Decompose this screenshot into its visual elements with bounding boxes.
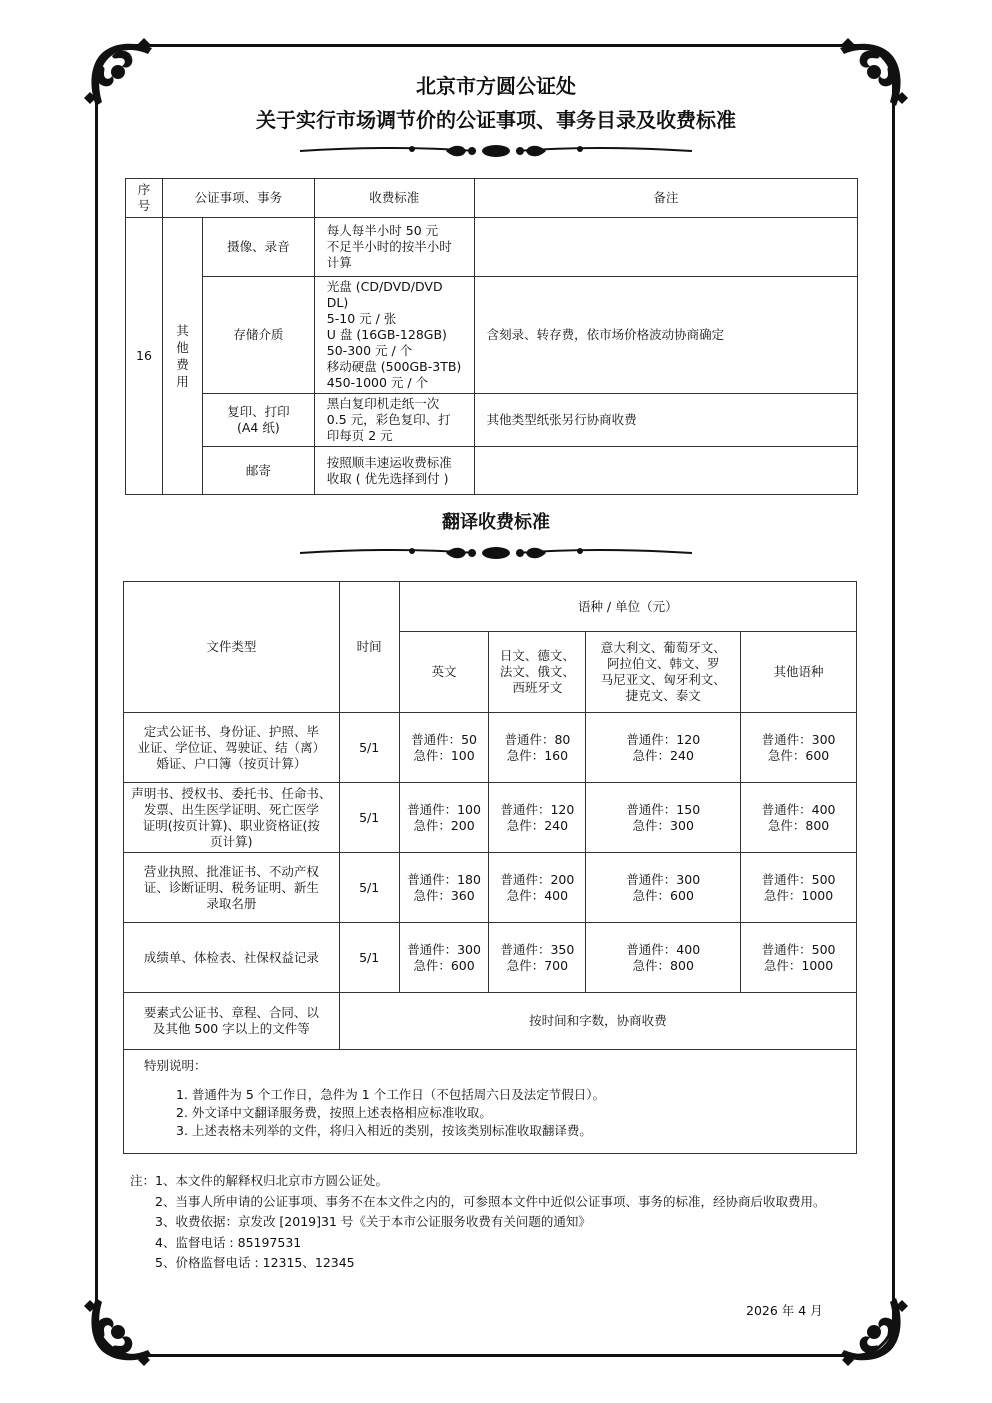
price-cell: 普通件：100 急件：200	[399, 783, 489, 853]
footnote-item: 注：1、本文件的解释权归北京市方圆公证处。	[130, 1173, 388, 1188]
fee-note	[474, 447, 857, 495]
item-name: 邮寄	[202, 447, 314, 495]
doc-type: 要素式公证书、章程、合同、以 及其他 500 字以上的文件等	[124, 993, 340, 1050]
price-cell: 普通件：80 急件：160	[489, 713, 586, 783]
negotiated-fee: 按时间和字数，协商收费	[339, 993, 856, 1050]
corner-ornament-icon	[82, 1290, 160, 1368]
footnote-item: 2、当事人所申请的公证事项、事务不在本文件之内的，可参照本文件中近似公证事项、事务的标准，经协商后收取费用。	[155, 1193, 826, 1209]
section-title: 翻译收费标准	[442, 512, 550, 533]
footnotes	[130, 1171, 825, 1274]
table-header: 收费标准	[314, 179, 474, 218]
fee-note	[474, 218, 857, 277]
fee-standard: 每人每半小时 50 元 不足半小时的按半小时 计算	[314, 218, 474, 277]
turnaround-time: 5/1	[339, 923, 399, 993]
footnote-item: 5、价格监督电话 : 12315、12345	[155, 1255, 355, 1271]
issue-date: 2026 年 4 月	[746, 1303, 823, 1318]
doc-type: 定式公证书、身份证、护照、毕 业证、学位证、驾驶证、结（离） 婚证、户口簿（按页计算）	[124, 713, 340, 783]
ornamental-divider-icon	[296, 141, 696, 161]
fee-standard: 黑白复印机走纸一次 0.5 元，彩色复印、打 印每页 2 元	[314, 394, 474, 447]
special-note-item: 1. 普通件为 5 个工作日，急件为 1 个工作日（不包括周六日及法定节假日）。	[176, 1087, 605, 1102]
table-header: 备注	[474, 179, 857, 218]
table-header: 时间	[339, 582, 399, 713]
table-header: 公证事项、事务	[162, 179, 314, 218]
group-number: 16	[126, 218, 163, 495]
group-name: 其 他 费 用	[162, 218, 202, 495]
fee-table	[125, 178, 858, 495]
table-header: 语种 / 单位（元）	[399, 582, 856, 632]
fee-standard: 光盘 (CD/DVD/DVD DL) 5-10 元 / 张 U 盘 (16GB-128GB) 50-300 元 / 个 移动硬盘 (500GB-3TB) 450-1000 元 / 个	[314, 277, 474, 394]
fee-note: 含刻录、转存费，依市场价格波动协商确定	[474, 277, 857, 394]
language-header: 意大利文、葡萄牙文、 阿拉伯文、韩文、罗 马尼亚文、匈牙利文、 捷克文、泰文	[586, 632, 741, 713]
price-cell: 普通件：120 急件：240	[586, 713, 741, 783]
price-cell: 普通件：180 急件：360	[399, 853, 489, 923]
price-cell: 普通件：50 急件：100	[399, 713, 489, 783]
price-cell: 普通件：120 急件：240	[489, 783, 586, 853]
table-header: 序号	[126, 179, 163, 218]
doc-type: 成绩单、体检表、社保权益记录	[124, 923, 340, 993]
table-header: 文件类型	[124, 582, 340, 713]
item-name: 复印、打印 (A4 纸)	[202, 394, 314, 447]
item-name: 存储介质	[202, 277, 314, 394]
price-cell: 普通件：500 急件：1000	[741, 853, 857, 923]
doc-type: 声明书、授权书、委托书、任命书、 发票、出生医学证明、死亡医学 证明(按页计算)、职业资格证(按 页计算)	[124, 783, 340, 853]
language-header: 日文、德文、 法文、俄文、 西班牙文	[489, 632, 586, 713]
item-name: 摄像、录音	[202, 218, 314, 277]
turnaround-time: 5/1	[339, 713, 399, 783]
language-header: 英文	[399, 632, 489, 713]
price-cell: 普通件：300 急件：600	[741, 713, 857, 783]
language-header: 其他语种	[741, 632, 857, 713]
ornamental-divider-icon	[296, 543, 696, 563]
turnaround-time: 5/1	[339, 783, 399, 853]
price-cell: 普通件：200 急件：400	[489, 853, 586, 923]
doc-type: 营业执照、批准证书、不动产权 证、诊断证明、税务证明、新生 录取名册	[124, 853, 340, 923]
price-cell: 普通件：350 急件：700	[489, 923, 586, 993]
price-cell: 普通件：300 急件：600	[586, 853, 741, 923]
footnote-item: 4、监督电话 : 85197531	[155, 1234, 302, 1250]
fee-standard: 按照顺丰速运收费标准 收取 ( 优先选择到付 )	[314, 447, 474, 495]
special-note-item: 2. 外文译中文翻译服务费，按照上述表格相应标准收取。	[176, 1105, 492, 1120]
fee-note: 其他类型纸张另行协商收费	[474, 394, 857, 447]
price-cell: 普通件：500 急件：1000	[741, 923, 857, 993]
turnaround-time: 5/1	[339, 853, 399, 923]
special-notes-title: 特别说明：	[144, 1058, 207, 1073]
price-cell: 普通件：300 急件：600	[399, 923, 489, 993]
page-title: 北京市方圆公证处	[416, 74, 576, 98]
footnote-item: 3、收费依据：京发改 [2019]31 号《关于本市公证服务收费有关问题的通知》	[155, 1214, 591, 1230]
special-note-item: 3. 上述表格未列举的文件，将归入相近的类别，按该类别标准收取翻译费。	[176, 1123, 592, 1138]
corner-ornament-icon	[832, 1290, 910, 1368]
price-cell: 普通件：400 急件：800	[741, 783, 857, 853]
price-cell: 普通件：150 急件：300	[586, 783, 741, 853]
translation-fee-table	[123, 581, 857, 1154]
price-cell: 普通件：400 急件：800	[586, 923, 741, 993]
page-subtitle: 关于实行市场调节价的公证事项、事务目录及收费标准	[256, 108, 736, 132]
special-notes	[124, 1050, 857, 1154]
